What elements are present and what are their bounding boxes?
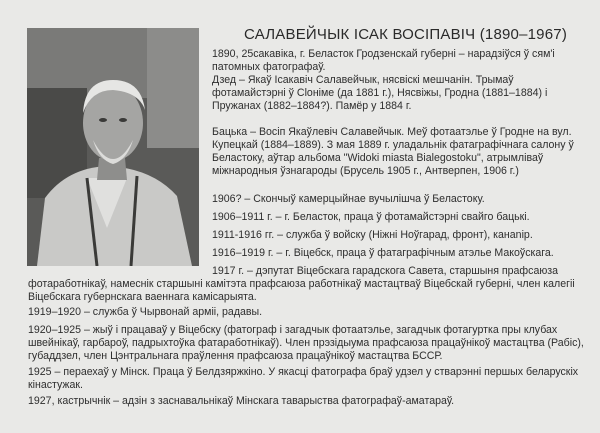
entry-1920-1925: 1920–1925 – жыў і працаваў у Віцебску (фатограф і загадчык фотаатэлье, загадчык фотагуртка пры клубах швейнікаў, гарбароў, падрыхтоўка фатаработнікаў). Член прэзідыума прафсаюза працаўнікоў мастацтва (Рабіс), губаддзел, член Цэнтральнага праўлення прафсаюза працаўнікоў мастацтва БССР. [28,324,584,362]
entry-father: Бацька – Восіп Якаўлевіч Салавейчык. Меў фотаатэлье ў Гродне на вул. Купецкай (1884–1889). З мая 1889 г. уладальнік фатаграфічнага салону ў Беластоку, аўтар альбома "Widoki miasta Bialegostoku", атрымліваў міжнародныя ўзнагароды (Брусель 1905 г., Антверпен, 1906 г.) [212,126,574,177]
page-title: САЛАВЕЙЧЫК ІСАК ВОСІПАВІЧ (1890–1967) [244,26,568,43]
entry-1919-1920: 1919–1920 – служба ў Чырвонай арміі, радавы. [28,306,263,318]
entry-1906-1911: 1906–1911 г. – г. Беласток, праца ў фотамайстэрні свайго бацькі. [212,211,530,223]
entry-1925: 1925 – пераехаў у Мінск. Праца ў Белдзяржкіно. У якасці фатографа браў удзел у стварэнні першых беларускіх кінастужак. [28,366,579,391]
entry-1906: 1906? – Скончыў камерцыйнае вучылішча ў Беластоку. [212,193,485,205]
entry-1916-1919: 1916–1919 г. – г. Віцебск, праца ў фатаграфічным атэлье Макоўскага. [212,247,554,259]
entry-1917: 1917 г. – дэпутат Віцебскага гарадскога Савета, старшыня прафсаюза фотаработнікаў, намеснік старшыні камітэта прафсаюза работнікаў мастацтваў Віцебскай губерні, член калегіі Віцебскага губернскага ваеннага камісарыята. [28,265,575,303]
entry-grandfather: Дзед – Якаў Ісакавіч Салавейчык, нясвіскі мешчанін. Трымаў фотамайстэрні ў Сloніме (да 1881 г.), Нясвіжы, Гродна (1881–1884) і Пружанах (1882–1884?). Памёр у 1884 г. [212,74,548,112]
entry-1890: 1890, 25сакавіка, г. Беласток Гродзенскай губерні – нарадзіўся ў сям'і патомных фатографаў. [212,48,555,73]
entry-1927: 1927, кастрычнік – адзін з заснавальнікаў Мінскага таварыства фатографаў-аматараў. [28,395,455,407]
entry-1911-1916: 1911-1916 гг. – служба ў войску (Ніжні Ноўгарад, фронт), канаnір. [212,229,533,241]
